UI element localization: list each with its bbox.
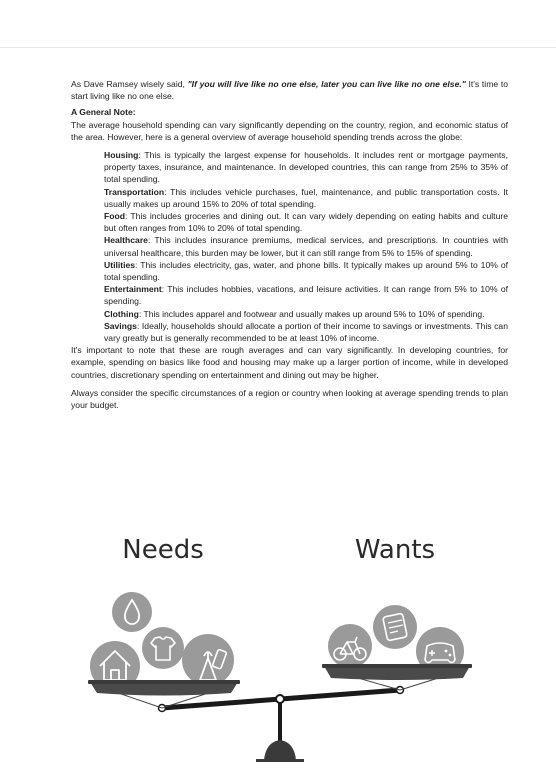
list-item: Savings: Ideally, households should allocate a portion of their income to savings or investments. This can vary greatly but is generally recommended to be at least 10% of income. bbox=[104, 320, 508, 344]
ramsey-quote: "If you will live like no one else, later you can live like no one else." bbox=[187, 79, 466, 89]
list-item: Utilities: This includes electricity, gas, water, and phone bills. It typically makes up around 5% to 10% of total spending. bbox=[104, 259, 508, 283]
food-icon bbox=[182, 634, 234, 686]
spending-list bbox=[104, 149, 508, 344]
top-bar bbox=[0, 0, 556, 48]
list-item: Housing: This is typically the largest expense for households. It includes rent or mortgage payments, property taxes, insurance, and maintenance. In developed countries, this can range from 25% to 35% of total spending. bbox=[104, 150, 508, 185]
note-paragraph: The average household spending can vary significantly depending on the country, region, and economic status of the area. However, here is a general overview of average household spending trends across the globe: bbox=[71, 119, 508, 142]
list-item: Clothing: This includes apparel and footwear and usually makes up around 5% to 10% of spending. bbox=[104, 308, 485, 319]
document-body bbox=[71, 78, 508, 411]
note-paragraph-3: Always consider the specific circumstances of a region or country when looking at average spending trends to plan your budget. bbox=[71, 387, 508, 411]
beam-pivot bbox=[276, 695, 284, 703]
ticket-icon bbox=[373, 605, 417, 649]
needs-wants-illustration bbox=[0, 520, 556, 784]
note-heading: A General Note: bbox=[71, 107, 136, 118]
left-pan bbox=[90, 682, 238, 696]
intro-paragraph: As Dave Ramsey wisely said, "If you will live like no one else, later you can live like no one else." It's time to start living like no one else. bbox=[71, 79, 508, 102]
right-pan bbox=[324, 666, 470, 680]
water-drop-icon bbox=[112, 592, 152, 632]
shirt-icon bbox=[142, 627, 184, 669]
list-item: Healthcare: This includes insurance premiums, medical services, and prescriptions. In countries with universal healthcare, this burden may be lower, but it can still range from 5% to 15% of spending. bbox=[104, 235, 508, 258]
needs-label: Needs bbox=[122, 535, 204, 565]
list-item: Transportation: This includes vehicle purchases, fuel, maintenance, and public transportation costs. It usually makes up around 15% to 20% of total spending. bbox=[104, 186, 508, 209]
list-item: Entertainment: This includes hobbies, vacations, and leisure activities. It can range from 5% to 10% of spending. bbox=[104, 284, 508, 307]
bicycle-icon bbox=[328, 624, 372, 668]
list-item: Food: This includes groceries and dining out. It can vary widely depending on eating habits and culture but often ranges from 10% to 20% of total spending. bbox=[104, 211, 508, 234]
scale-base bbox=[264, 740, 296, 760]
note-paragraph-2: It's important to note that these are rough averages and can vary significantly. In developing countries, for example, spending on basics like food and housing may make up a larger portion of income, while in developed countries, discretionary spending on entertainment and dining out may be higher. bbox=[71, 345, 508, 380]
wants-label: Wants bbox=[354, 535, 436, 565]
